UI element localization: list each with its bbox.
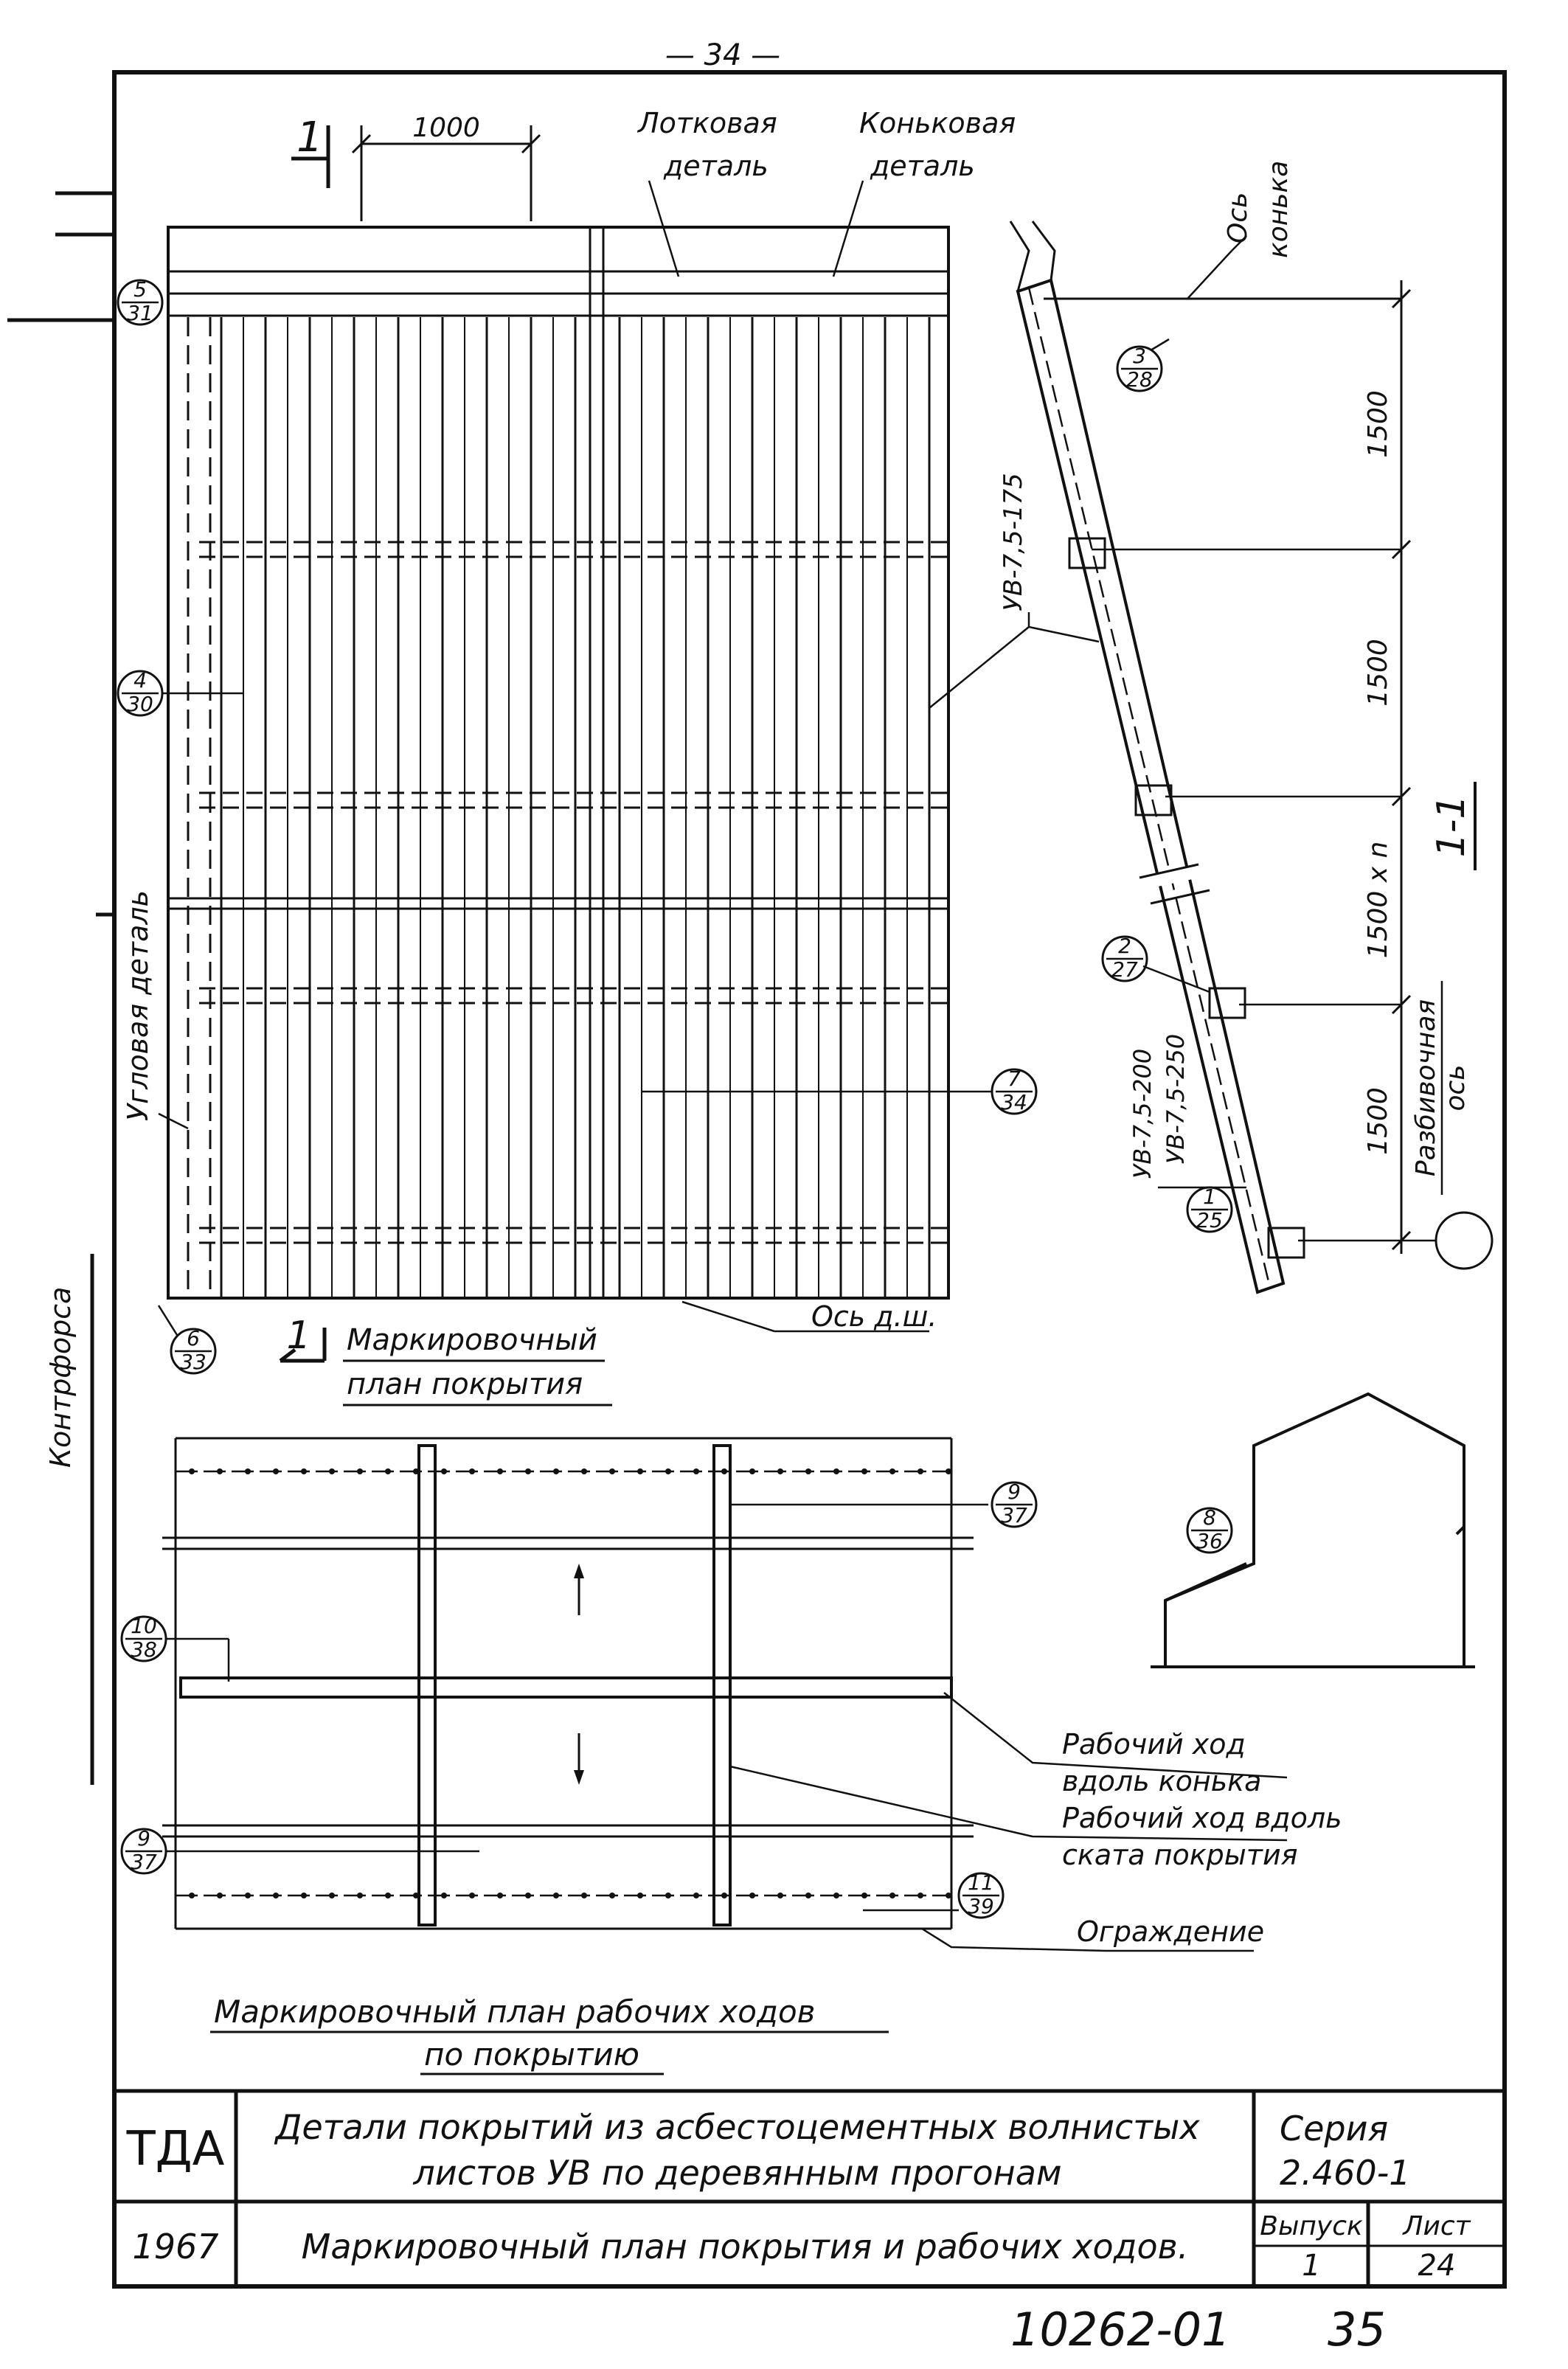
uglovaya-label: Угловая деталь [122, 889, 154, 1121]
uv-175-label: УВ-7,5-175 [999, 473, 1028, 611]
svg-text:38: 38 [131, 1637, 157, 1662]
svg-text:34: 34 [1001, 1090, 1027, 1114]
svg-text:37: 37 [1001, 1503, 1027, 1527]
svg-text:7: 7 [1007, 1066, 1021, 1091]
svg-text:11: 11 [968, 1870, 994, 1895]
vypusk-value: 1 [1302, 2249, 1321, 2283]
list-value: 24 [1418, 2249, 1456, 2283]
svg-text:9: 9 [1007, 1480, 1021, 1504]
callout-11-39 [959, 1870, 1003, 1918]
svg-text:3: 3 [1133, 344, 1146, 368]
section-dim-1: 1500 [1363, 390, 1393, 458]
footer-code: 10262-01 [1010, 2303, 1231, 2356]
page-number: — 34 — [665, 38, 781, 72]
footer-page: 35 [1328, 2303, 1386, 2356]
section-dim-2: 1500 [1363, 639, 1393, 707]
section-dim-4: 1500 [1363, 1087, 1393, 1155]
os-dsh-leader [682, 1302, 774, 1331]
callout-9-37-bottom [122, 1826, 166, 1874]
walkways-title-1: Маркировочный план рабочих ходов [214, 1994, 816, 2030]
section-title: 1-1 [1429, 794, 1474, 858]
svg-text:8: 8 [1203, 1505, 1216, 1530]
binding-ticks [7, 193, 114, 1785]
os-konka-label-2: конька [1263, 160, 1294, 258]
svg-text:5: 5 [133, 277, 147, 302]
callout-2-27 [1103, 934, 1210, 992]
os-konka-label-1: Ось [1223, 192, 1253, 243]
konkovaya-label-1: Коньковая [859, 107, 1016, 139]
year-label: 1967 [132, 2227, 219, 2266]
walkway-label-1a: Рабочий ход [1062, 1728, 1246, 1761]
callout-4-30 [118, 668, 243, 716]
roof-plan [168, 227, 948, 1298]
org-label: ТДА [126, 2122, 225, 2177]
svg-text:39: 39 [968, 1894, 994, 1918]
uv-175-leader-2 [929, 627, 1029, 708]
walkway-label-2a: Рабочий ход вдоль [1062, 1802, 1342, 1834]
section-cut-top-label: 1 [296, 114, 323, 162]
callout-3-28 [1117, 339, 1169, 392]
svg-text:4: 4 [133, 668, 147, 693]
seria-value: 2.460-1 [1280, 2153, 1411, 2193]
plan-title-1: Маркировочный [347, 1323, 597, 1357]
doc-title-1: Детали покрытий из асбестоцементных волнистых [275, 2107, 1200, 2147]
callout-5-31 [118, 277, 162, 325]
sheet-frame [114, 72, 1505, 2286]
svg-text:37: 37 [131, 1850, 157, 1874]
konkovaya-label-2: деталь [870, 150, 975, 182]
doc-title-2: листов УВ по деревянным прогонам [413, 2153, 1062, 2193]
walkway-label-1b: вдоль конька [1062, 1765, 1262, 1797]
svg-text:27: 27 [1111, 957, 1138, 982]
svg-text:25: 25 [1196, 1208, 1223, 1232]
callout-1-25 [1187, 1184, 1232, 1232]
svg-text:2: 2 [1118, 934, 1131, 958]
os-dsh-label: Ось д.ш. [811, 1300, 937, 1333]
svg-text:31: 31 [127, 301, 153, 325]
walkways-plan [162, 1438, 974, 1929]
walkway-label-2b: ската покрытия [1062, 1839, 1298, 1871]
section-cut-bottom-label: 1 [286, 1314, 311, 1358]
svg-text:9: 9 [137, 1826, 150, 1851]
uv-175-leader [1029, 612, 1099, 642]
razbivochnaya-label-2: ось [1440, 1064, 1471, 1111]
vypusk-label: Выпуск [1260, 2211, 1363, 2241]
svg-text:28: 28 [1126, 367, 1153, 392]
uv-250-label: УВ-7,5-250 [1162, 1033, 1190, 1165]
list-label: Лист [1403, 2211, 1471, 2241]
lotkovaya-label-2: деталь [664, 150, 769, 182]
uglovaya-leader [159, 1114, 188, 1128]
lotkovaya-label-1: Лотковая [638, 107, 777, 139]
seria-label: Серия [1280, 2109, 1389, 2148]
dim-1000-label: 1000 [412, 113, 480, 143]
callout-7-34 [642, 1066, 1036, 1114]
callout-6-33 [159, 1305, 215, 1374]
walkway-label-3: Ограждение [1077, 1915, 1265, 1948]
svg-text:33: 33 [180, 1350, 207, 1374]
kontrforsa-label: Контрфорса [44, 1286, 77, 1468]
svg-text:1: 1 [1203, 1184, 1216, 1209]
svg-text:36: 36 [1196, 1529, 1223, 1553]
callout-9-37-top [992, 1480, 1036, 1527]
uv-200-label: УВ-7,5-200 [1128, 1048, 1156, 1179]
walkways-title-2: по покрытию [424, 2036, 639, 2073]
doc-subtitle: Маркировочный план покрытия и рабочих ходов. [301, 2227, 1189, 2266]
razbivochnaya-label-1: Разбивочная [1411, 999, 1441, 1177]
callout-8-36 [1187, 1505, 1232, 1553]
plan-title-2: план покрытия [347, 1367, 583, 1401]
section-dim-3: 1500 х n [1363, 841, 1393, 959]
svg-text:10: 10 [131, 1614, 157, 1638]
svg-text:6: 6 [187, 1326, 200, 1350]
svg-text:30: 30 [127, 692, 153, 716]
callout-10-38 [122, 1614, 166, 1662]
